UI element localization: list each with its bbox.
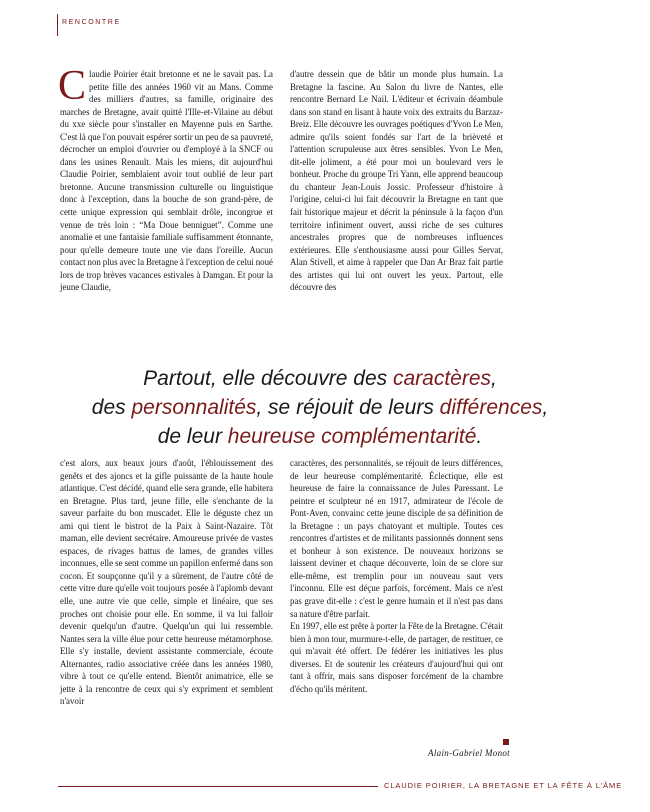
quote-text: Partout, elle découvre des: [143, 367, 393, 390]
header-rule: [57, 14, 58, 36]
footer-rule: [58, 786, 378, 787]
article-column-4: [290, 457, 503, 695]
paragraph-text: c'est alors, aux beaux jours d'août, l'éblouissement des genêts et des ajoncs et la gifle puissante de la haute houle atlantique. C'est décidé, quand elle sera grande, elle habitera en Bretagne. Plus tard, jeune fille, elle s'enchante de la saveur parfaite du bon muscadet. Elle le déguste chez un ami qui tient le bistrot de la Paix à Saint-Nazaire. Tôt maman, elle devient secrétaire. Amoureuse privée de vastes espaces, de rivages battus de lames, de grandes villes inconnues, elle se sent comme un papillon enfermé dans son cocon. Et soupçonne qu'il y a sûrement, de l'autre côté de cette vitre dure qu'elle voit toujours posée à l'aplomb devant elle, une autre vie que celle, simple et linéaire, que ses proches ont choisie pour elle. En somme, il va lui falloir devenir quelqu'un d'autre. Quelqu'un qui lui ressemble. Nantes sera la ville élue pour cette heureuse métamorphose. Elle s'y installe, devient assistante commerciale, écoute Alternantes, radio associative créée dans les années 1980, vibre à tout ce qu'elle entend. Bientôt animatrice, elle se jette à la rencontre de ceux qui s'y expriment et semblent n'avoir: [60, 458, 273, 707]
quote-text: .: [476, 425, 483, 448]
quote-text: de leur: [157, 425, 228, 448]
article-column-1: [58, 63, 273, 294]
paragraph-text: En 1997, elle est prête à porter la Fête de la Bretagne. C'était bien à mon tour, murmure-t-elle, de partager, de restituer, ce qui m'avait été offert. De fédérer les initiatives les plus diverses. Et de soutenir les créateurs d'aujourd'hui qui ont tant à offrir, mais sans disposer forcément de la chambre d'écho qu'ils méritent.: [290, 621, 503, 694]
article-column-3: [60, 457, 273, 708]
section-label: RENCONTRE: [62, 19, 121, 26]
pull-quote: [40, 364, 600, 451]
paragraph-text: caractères, des personnalités, se réjouit de leurs différences, de leur heureuse complémentarité. Éclectique, elle est heureuse de faire la connaissance de Jules Paressant. Le peintre et sculpteur né en 1917, admirateur de l'école de Pont-Aven, convainc cette jeune disciple de sa définition de la Bretagne : un pays chatoyant et multiple. Toutes ces rencontres d'artistes et de militants passionnés donnent sens et bonheur à son existence. De nouveaux horizons se laissent deviner et chaque découverte, loin de se clore sur elle-même, est tremplin pour un nouveau saut vers l'inconnu. Elle est déçue parfois, forcément. Mais ce n'est pas grave dit-elle : c'est le genre humain et il n'est pas dans sa nature d'être parfait.: [290, 458, 503, 619]
author-signature: Alain-Gabriel Monot: [428, 748, 510, 758]
paragraph-text: d'autre dessein que de bâtir un monde plus humain. La Bretagne la fascine. Au Salon du livre de Nantes, elle rencontre Bernard Le Nail. L'éditeur et écrivain déambule dans son stand en lisant à haute voix des extraits du Barzaz-Breiz. Elle découvre les ouvrages poétiques d'Yvon Le Men, admire qu'ils soient fondés sur l'art de la brièveté et l'attention scrupuleuse aux êtres sensibles. Yvon Le Men, dit-elle joliment, a été pour moi un boulevard vers le bonheur. Proche du groupe Tri Yann, elle apprend beaucoup du chanteur Jean-Louis Jossic. Professeur d'histoire à l'origine, celui-ci lui fait découvrir la Bretagne en tant que fait historique majeur et décrit la péninsule à la façon d'un territoire infiniment ouvert, aussi riche de ses cultures ancestrales propres que de nombreuses influences extérieures. Elle s'enthousiasme aussi pour Gilles Servat, Alan Stivell, et aime à rappeler que Dan Ar Braz fait partie des artistes qui lui ont ouvert les yeux. Partout, elle découvre des: [290, 69, 503, 293]
quote-text: des: [91, 396, 132, 419]
article-column-2: [290, 68, 503, 294]
quote-highlight: différences: [439, 396, 543, 419]
quote-text: , se réjouit de leurs: [256, 396, 440, 419]
quote-text: ,: [491, 367, 497, 390]
drop-cap: C: [58, 63, 87, 109]
paragraph: [58, 63, 273, 294]
end-of-article-mark: [503, 739, 509, 745]
paragraph-text: laudie Poirier était bretonne et ne le savait pas. La petite fille des années 1960 vit au Mans. Comme des milliers d'autres, sa famille, originaire des marches de Bretagne, avait quitté l'Ille-et-Vilaine au début du xxe siècle pour s'installer en Mayenne puis en Sarthe. C'est là que l'on pouvait espérer sortir un peu de sa pauvreté, décrocher un emploi d'ouvrier ou d'employé à la SNCF ou dans les usines Renault. Mais les miens, dit aujourd'hui Claudie Poirier, semblaient avoir tout oublié de leur part bretonne. Aucune transmission culturelle ou linguistique donc à l'exception, dans la bouche de son grand-père, de cette unique expression qui semblait drôle, incongrue et venue de très loin : “Ma Doue benniguet”. Comme une anomalie et une fantaisie familiale suffisamment étonnante, pour qu'elle demeure toute une vie dans l'oreille. Aucun contact non plus avec la Bretagne à l'exception de celui noué lors de trop brèves vacances estivales à Damgan. Et pour la jeune Claudie,: [60, 69, 273, 293]
quote-highlight: personnalités: [131, 396, 257, 419]
running-footer: CLAUDIE POIRIER, LA BRETAGNE ET LA FÊTE À L'ÂME: [384, 781, 623, 790]
quote-highlight: heureuse complémentarité: [227, 425, 477, 448]
quote-highlight: caractères: [392, 367, 492, 390]
quote-text: ,: [542, 396, 549, 419]
